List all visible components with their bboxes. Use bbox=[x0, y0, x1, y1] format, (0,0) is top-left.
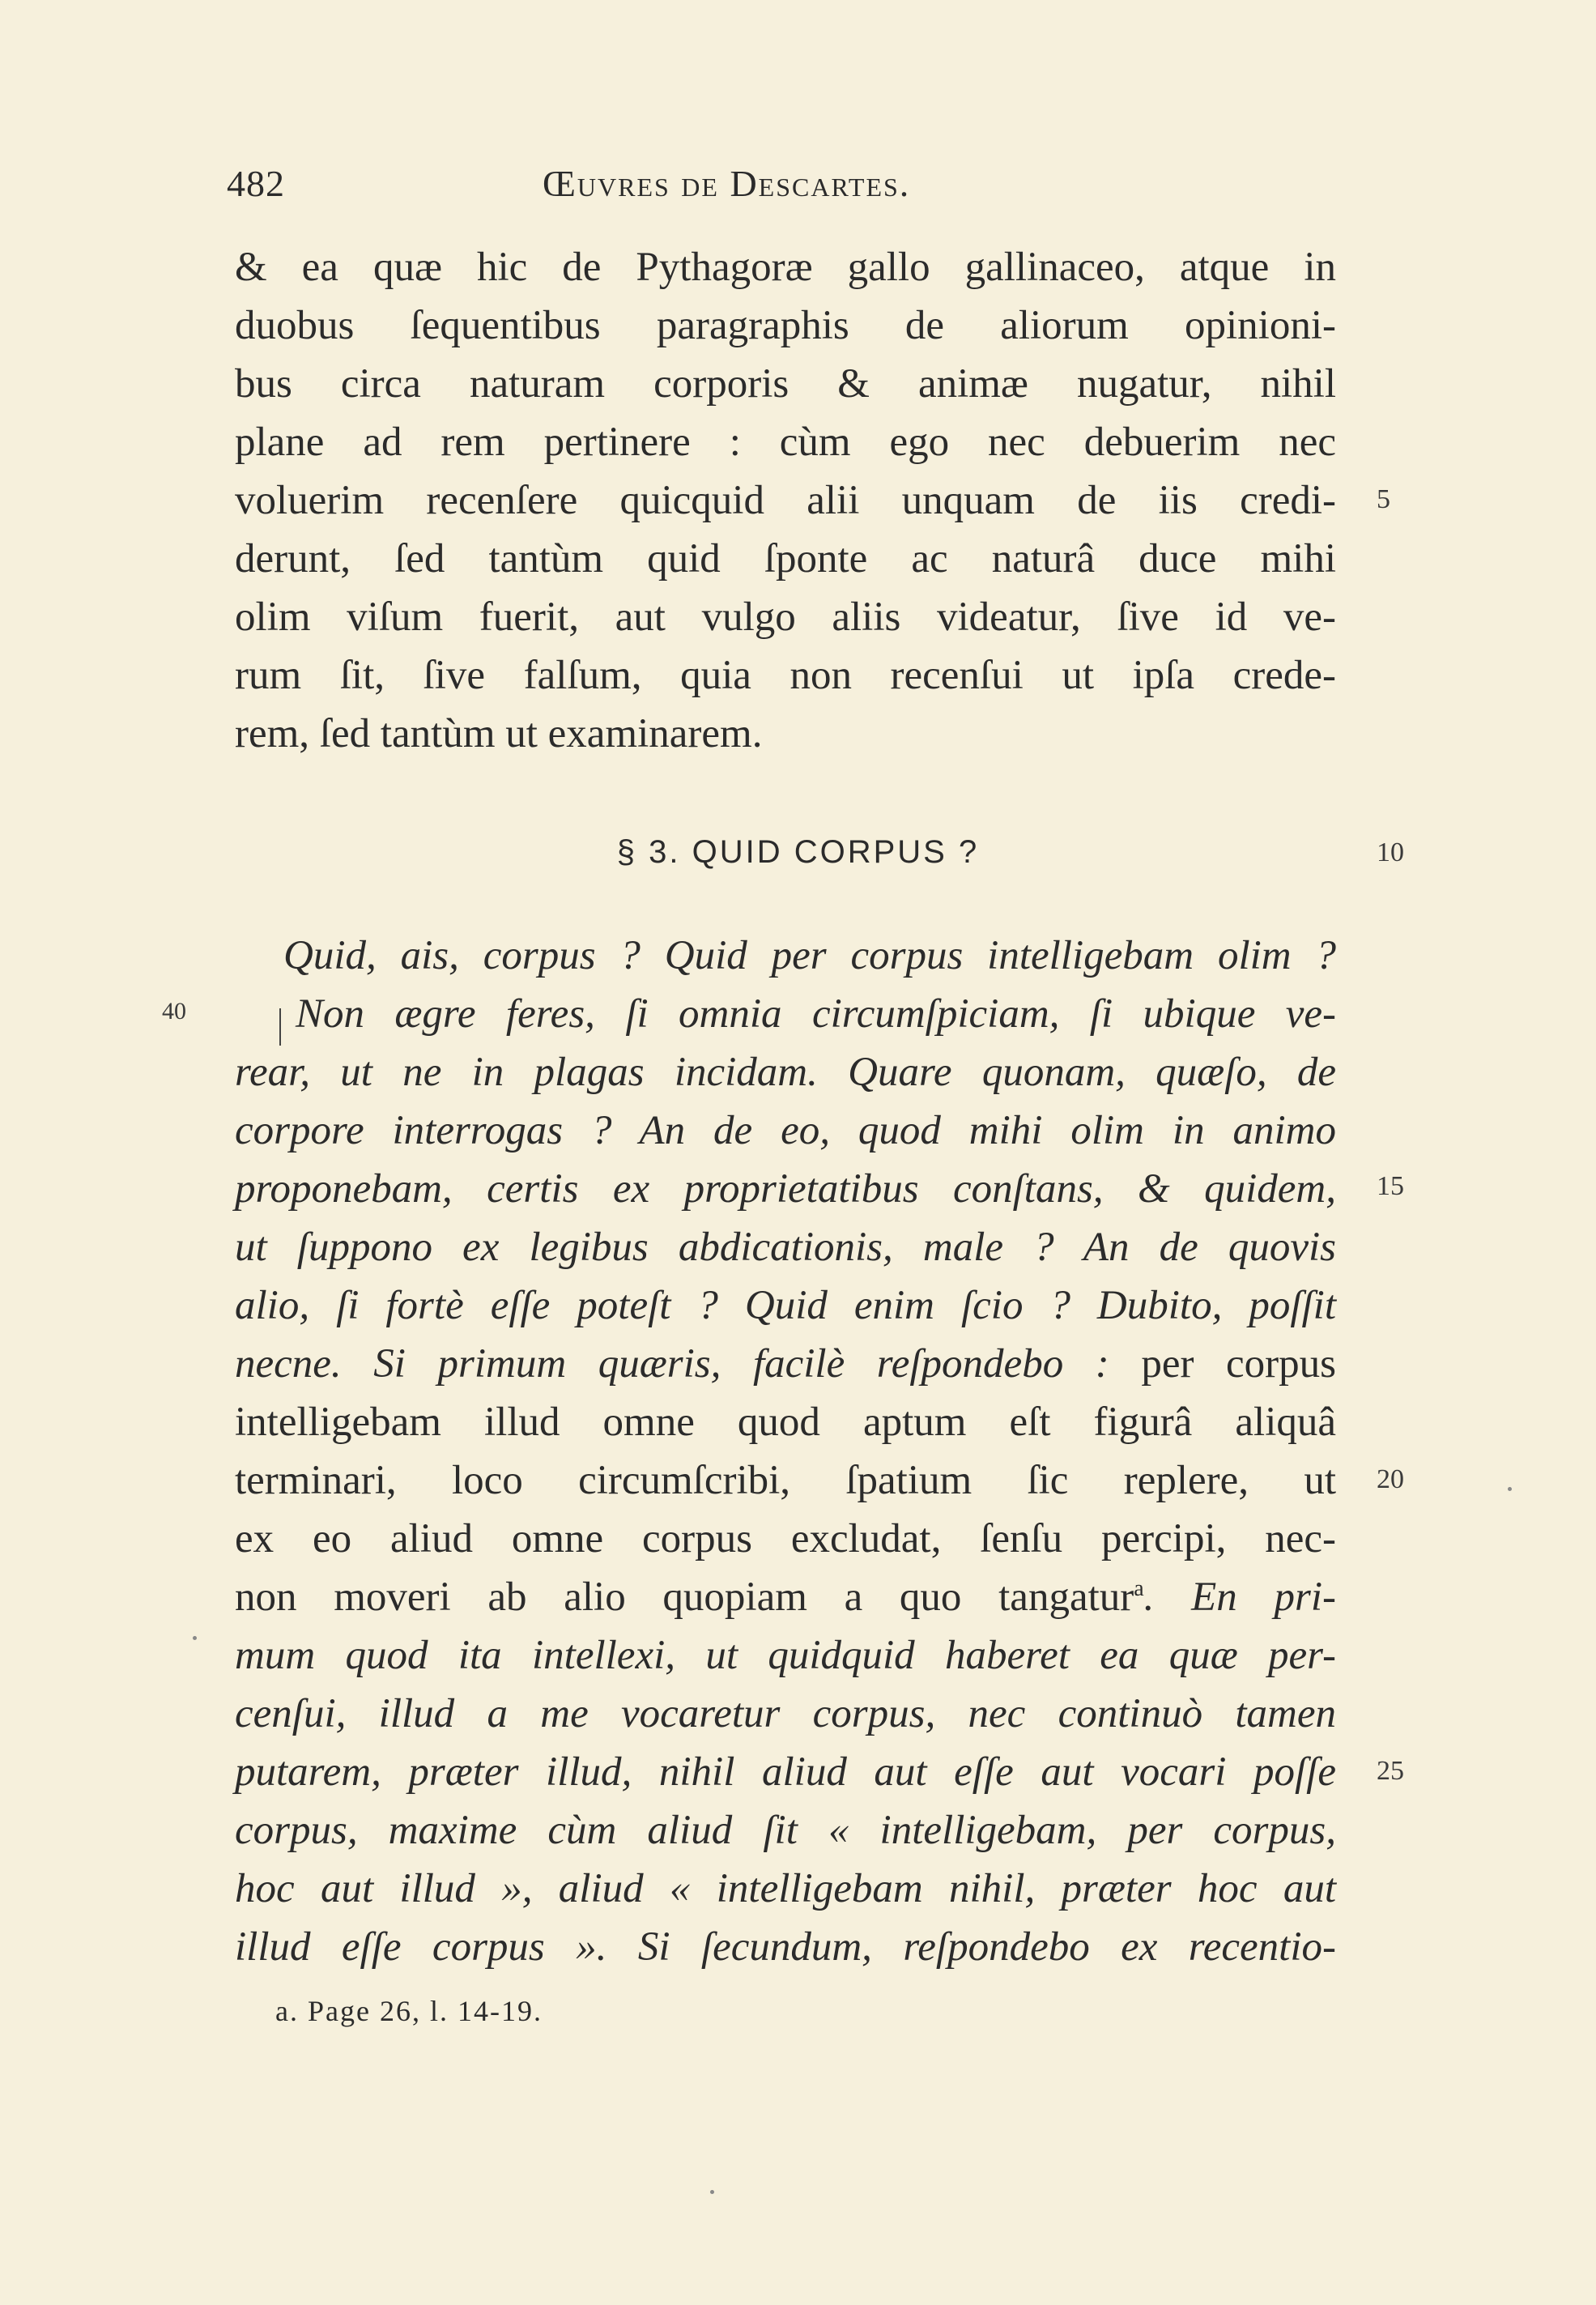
text-line: corpore interrogas ? An de eo, quod mihi olim in animo bbox=[235, 1108, 1336, 1153]
text-line-mixed bbox=[235, 1340, 1336, 1388]
speck bbox=[193, 1636, 197, 1640]
text-line: rear, ut ne in plagas incidam. Quare quonam, quæſo, de bbox=[235, 1050, 1336, 1095]
text-line: Quid, ais, corpus ? Quid per corpus intelligebam olim ? bbox=[283, 933, 1336, 978]
line-number: 10 bbox=[1377, 837, 1404, 867]
text-line: ex eo aliud omne corpus excludat, ſenſu percipi, nec- bbox=[235, 1516, 1336, 1562]
text-line: derunt, ſed tantùm quid ſponte ac naturâ duce mihi bbox=[235, 536, 1336, 582]
roman-run: non moveri ab alio quopiam a quo tangatur bbox=[235, 1574, 1134, 1620]
text-line: intelligebam illud omne quod aptum eſt figurâ aliquâ bbox=[235, 1400, 1336, 1445]
page-break-marker bbox=[279, 1008, 281, 1046]
text-line: hoc aut illud », aliud « intelligebam nihil, præter hoc aut bbox=[235, 1866, 1336, 1911]
italic-run: . En pri- bbox=[1143, 1574, 1336, 1620]
footnote-marker: a bbox=[1134, 1576, 1144, 1601]
page-number: 482 bbox=[227, 163, 285, 204]
section-heading: § 3. QUID CORPUS ? bbox=[616, 834, 980, 870]
text-line: rum ſit, ſive falſum, quia non recenſui ut ipſa crede- bbox=[235, 653, 1336, 698]
text-line: corpus, maxime cùm aliud ſit « intelligebam, per corpus, bbox=[235, 1808, 1336, 1853]
running-head bbox=[227, 162, 1344, 211]
italic-run: necne. bbox=[235, 1341, 342, 1387]
speck bbox=[710, 2190, 714, 2194]
text-line: alio, ſi fortè eſſe poteſt ? Quid enim ſcio ? Dubito, poſſit bbox=[235, 1283, 1336, 1328]
text-line: ut ſuppono ex legibus abdicationis, male ? An de quovis bbox=[235, 1225, 1336, 1270]
text-line: plane ad rem pertinere : cùm ego nec debuerim nec bbox=[235, 420, 1336, 465]
text-line: duobus ſequentibus paragraphis de aliorum opinioni- bbox=[235, 303, 1336, 348]
text-line: illud eſſe corpus ». Si ſecundum, reſpondebo ex recentio- bbox=[235, 1924, 1336, 1970]
text-line: mum quod ita intellexi, ut quidquid haberet ea quæ per- bbox=[235, 1633, 1336, 1678]
line-number: 25 bbox=[1377, 1756, 1404, 1786]
text-line: proponebam, certis ex proprietatibus conſtans, & quidem, bbox=[235, 1166, 1336, 1212]
roman-run: per corpus bbox=[1109, 1341, 1337, 1387]
italic-run: Si primum quæris, facilè reſpondebo : bbox=[341, 1341, 1109, 1387]
text-line-mixed bbox=[235, 1573, 1336, 1621]
text-line: terminari, loco circumſcribi, ſpatium ſic replere, ut bbox=[235, 1458, 1336, 1503]
footnote: a. Page 26, l. 14-19. bbox=[275, 1995, 543, 2027]
text-line: olim viſum fuerit, aut vulgo aliis videatur, ſive id ve- bbox=[235, 594, 1336, 640]
line-number: 15 bbox=[1377, 1171, 1404, 1201]
running-title: Œuvres de Descartes. bbox=[543, 163, 911, 204]
text-line: cenſui, illud a me vocaretur corpus, nec continuò tamen bbox=[235, 1691, 1336, 1736]
line-number: 20 bbox=[1377, 1464, 1404, 1494]
text-line: bus circa naturam corporis & animæ nugatur, nihil bbox=[235, 361, 1336, 407]
line-number: 5 bbox=[1377, 484, 1390, 514]
text-line: Non ægre feres, ſi omnia circumſpiciam, ſi ubique ve- bbox=[296, 991, 1336, 1037]
original-page-number: 40 bbox=[162, 998, 186, 1025]
text-line: voluerim recenſere quicquid alii unquam de iis credi- bbox=[235, 478, 1336, 523]
text-line: & ea quæ hic de Pythagoræ gallo gallinaceo, atque in bbox=[235, 245, 1336, 290]
text-line: putarem, præter illud, nihil aliud aut eſſe aut vocari poſſe bbox=[235, 1749, 1336, 1795]
speck bbox=[1508, 1487, 1512, 1491]
text-line: rem, ſed tantùm ut examinarem. bbox=[235, 711, 763, 756]
